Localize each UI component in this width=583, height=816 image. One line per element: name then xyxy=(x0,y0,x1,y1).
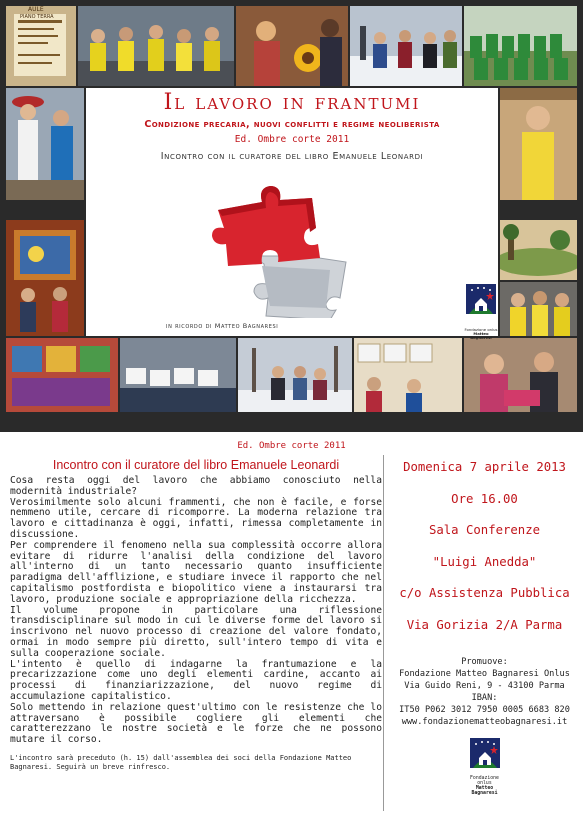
description-column xyxy=(10,458,382,773)
description-paragraph: L'intento è quello di indagarne la frantumazione e la precarizzazione come uno degli elementi cardine, accanto ai processi di finanziarizzazione, del nuovo regime di accumulazione capitalistico. xyxy=(10,658,382,702)
event-room-name: "Luigi Anedda" xyxy=(432,554,537,569)
description-heading: Incontro con il curatore del libro Emanuele Leonardi xyxy=(52,458,340,472)
logo-line-1: Fondazione onlus xyxy=(470,775,499,786)
publisher-edition: Ed. Ombre corte 2011 xyxy=(237,441,346,451)
promoter-address: Via Guido Reni, 9 - 43100 Parma xyxy=(404,680,565,691)
promoter-name: Fondazione Matteo Bagnaresi Onlus xyxy=(399,668,570,679)
house-star-logo-icon xyxy=(468,738,502,776)
photo-painted-wall xyxy=(6,338,118,412)
poster-logo-line-3: Bagnaresi xyxy=(470,334,492,340)
poster-logo-line-1: Fondazione onlus xyxy=(464,327,498,332)
event-address: Via Gorizia 2/A Parma xyxy=(406,617,563,632)
event-details-column xyxy=(386,460,583,796)
photo-winter-trees xyxy=(238,338,352,412)
promoter-website: www.fondazionematteobagnaresi.it xyxy=(401,716,568,727)
event-time: Ore 16.00 xyxy=(451,491,518,506)
promoter-label: Promuove: xyxy=(461,656,508,667)
promoter-iban: IT50 P062 3012 7950 0005 6683 820 xyxy=(399,704,570,715)
footnote: L'incontro sarà preceduto (h. 15) dall'assemblea dei soci della Fondazione Matteo Bagnaresi. Seguirà un breve rinfresco. xyxy=(10,753,352,772)
poster-meeting: Incontro con il curatore del libro Emanuele Leonardi xyxy=(160,151,424,162)
photo-boy-yellow xyxy=(500,88,577,200)
photo-classroom-sign xyxy=(6,6,76,86)
photo-kids-signs xyxy=(120,338,236,412)
photo-students-yellow xyxy=(78,6,234,86)
column-divider xyxy=(383,455,384,811)
photo-kids-yellow-shirts xyxy=(500,282,577,336)
poster-foundation-logo xyxy=(464,282,498,340)
poster-edition: Ed. Ombre corte 2011 xyxy=(234,134,350,145)
event-date: Domenica 7 aprile 2013 xyxy=(403,460,566,474)
photo-sunflower-art xyxy=(236,6,348,86)
description-paragraph: Cosa resta oggi del lavoro che abbiamo conosciuto nella modernità industriale? xyxy=(10,475,382,497)
foundation-logo xyxy=(465,738,505,796)
poster-title: Il lavoro in frantumi xyxy=(163,90,421,115)
description-paragraph: Verosimilmente solo alcuni frammenti, che non è facile, e forse nemmeno utile, cercare di ricomporre. La moderna relazione tra lavoro e cittadinanza è oggi, infatti, rimessa completamente in discussione. xyxy=(10,496,382,540)
photo-kids-painting xyxy=(6,220,84,336)
promoter-block xyxy=(386,656,583,728)
photo-snow-group xyxy=(350,6,462,86)
description-paragraph: Per comprendere il fenomeno nella sua complessità occorre allora evitare di ridurre l'analisi della condizione del lavoro all'interno di un tanto necessario quanto insufficiente paradigma dell'afflizione, e studiare invece il rapporto che nel capitalismo postfordista e biopolitico viene a instaurarsi tra lavoro, produzione sociale e appropriazione della ricchezza. xyxy=(10,539,382,605)
puzzle-illustration xyxy=(170,158,370,318)
event-room: Sala Conferenze xyxy=(428,523,541,537)
event-venue: c/o Assistenza Pubblica xyxy=(399,586,570,600)
poster-title-panel xyxy=(86,88,498,336)
poster-memory-line: in ricordo di Matteo Bagnaresi xyxy=(166,322,279,330)
promoter-iban-label: IBAN: xyxy=(471,692,498,703)
photo-drawings-wall xyxy=(354,338,462,412)
photo-label-aule: AULE xyxy=(28,6,44,13)
poster-logo-line-2: Matteo xyxy=(473,330,489,336)
house-star-logo-icon xyxy=(466,284,496,322)
photo-green-group xyxy=(464,6,577,86)
photo-girls-hats xyxy=(6,88,84,200)
photo-label-piano-terra: PIANO TERRA xyxy=(20,14,54,20)
description-paragraph: Solo mettendo in relazione quest'ultimo con le resistenze che lo attraversano è possibile cogliere gli elementi che caratterezzano le nostre società e le forze che ne possono mutare il corso. xyxy=(10,701,382,746)
description-body xyxy=(10,476,382,746)
photo-mural-landscape xyxy=(500,220,577,280)
description-paragraph: Il volume propone in particolare una riflessione transdisciplinare sul modo in cui le diverse forme del lavoro si inscrivono nel nuovo processo di creazione del valore fondato, ormai in modo sempre più diretto, sull'intero tempo di vita e sulla cooperazione sociale. xyxy=(10,604,382,659)
logo-line-2: Matteo xyxy=(475,785,494,791)
logo-line-3: Bagnaresi xyxy=(471,790,498,796)
poster-subtitle: Condizione precaria, nuovi conflitti e regime neoliberista xyxy=(144,119,440,130)
